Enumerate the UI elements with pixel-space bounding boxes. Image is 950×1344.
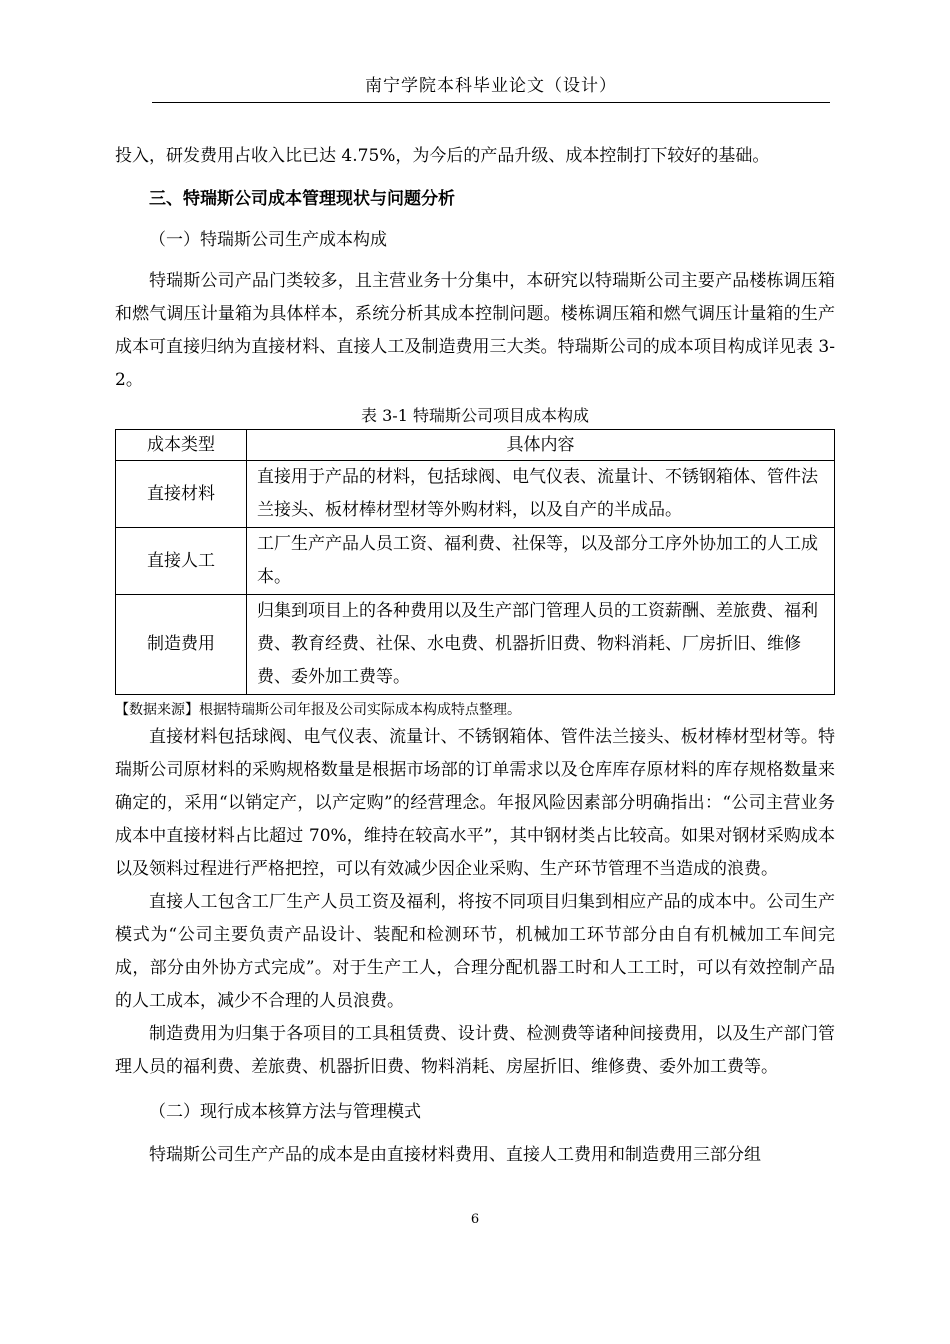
paragraph-direct-labor: 直接人工包含工厂生产人员工资及福利，将按不同项目归集到相应产品的成本中。公司生产模式为“公司主要负责产品设计、装配和检测环节，机械加工环节部分由自有机械加工车间完成，部分由外协方式完成”。对于生产工人，合理分配机器工时和人工工时，可以有效控制产品的人工成本，减少不合理的人员浪费。 — [115, 892, 835, 1011]
table-cell-type: 直接材料 — [116, 461, 247, 528]
section-heading: 三、特瑞斯公司成本管理现状与问题分析 — [149, 189, 455, 209]
table-cell-detail: 直接用于产品的材料，包括球阀、电气仪表、流量计、不锈钢箱体、管件法兰接头、板材棒材型材等外购材料，以及自产的半成品。 — [247, 461, 835, 528]
cost-composition-table — [115, 429, 835, 695]
subsection-heading-2: （二）现行成本核算方法与管理模式 — [149, 1102, 421, 1122]
page-number: 6 — [470, 1212, 480, 1227]
table-header-row — [116, 430, 835, 461]
paragraph-direct-materials: 直接材料包括球阀、电气仪表、流量计、不锈钢箱体、管件法兰接头、板材棒材型材等。特瑞斯公司原材料的采购规格数量是根据市场部的订单需求以及仓库库存原材料的库存规格数量来确定的，采用“以销定产，以产定购”的经营理念。年报风险因素部分明确指出：“公司主营业务成本中直接材料占比超过 70%，维持在较高水平”，其中钢材类占比较高。如果对钢材采购成本以及领料过程进行严格把控，可以有效减少因企业采购、生产环节管理不当造成的浪费。 — [115, 727, 835, 879]
paragraph-overhead: 制造费用为归集于各项目的工具租赁费、设计费、检测费等诸种间接费用，以及生产部门管理人员的福利费、差旅费、机器折旧费、物料消耗、房屋折旧、维修费、委外加工费等。 — [115, 1024, 835, 1077]
table-cell-type: 直接人工 — [116, 528, 247, 595]
table-header-type: 成本类型 — [116, 430, 247, 461]
table-row — [116, 461, 835, 528]
table-source-note: 【数据来源】根据特瑞斯公司年报及公司实际成本构成特点整理。 — [115, 702, 521, 718]
subsection-heading-1: （一）特瑞斯公司生产成本构成 — [149, 230, 387, 250]
paragraph-intro-continuation: 投入，研发费用占收入比已达 4.75%，为今后的产品升级、成本控制打下较好的基础。 — [115, 146, 770, 166]
table-row — [116, 595, 835, 695]
table-row — [116, 528, 835, 595]
paragraph-accounting-method: 特瑞斯公司生产产品的成本是由直接材料费用、直接人工费用和制造费用三部分组 — [149, 1145, 761, 1165]
header-rule — [152, 102, 830, 103]
page-body — [115, 140, 835, 1172]
table-cell-type: 制造费用 — [116, 595, 247, 695]
table-header-detail: 具体内容 — [247, 430, 835, 461]
paragraph-composition: 特瑞斯公司产品门类较多，且主营业务十分集中，本研究以特瑞斯公司主要产品楼栋调压箱和燃气调压计量箱为具体样本，系统分析其成本控制问题。楼栋调压箱和燃气调压计量箱的生产成本可直接归纳为直接材料、直接人工及制造费用三大类。特瑞斯公司的成本项目构成详见表 3-2。 — [115, 271, 835, 390]
running-header: 南宁学院本科毕业论文（设计） — [365, 76, 617, 96]
table-cell-detail: 归集到项目上的各种费用以及生产部门管理人员的工资薪酬、差旅费、福利费、教育经费、社保、水电费、机器折旧费、物料消耗、厂房折旧、维修费、委外加工费等。 — [247, 595, 835, 695]
table-caption: 表 3-1 特瑞斯公司项目成本构成 — [361, 406, 589, 425]
table-cell-detail: 工厂生产产品人员工资、福利费、社保等，以及部分工序外协加工的人工成本。 — [247, 528, 835, 595]
